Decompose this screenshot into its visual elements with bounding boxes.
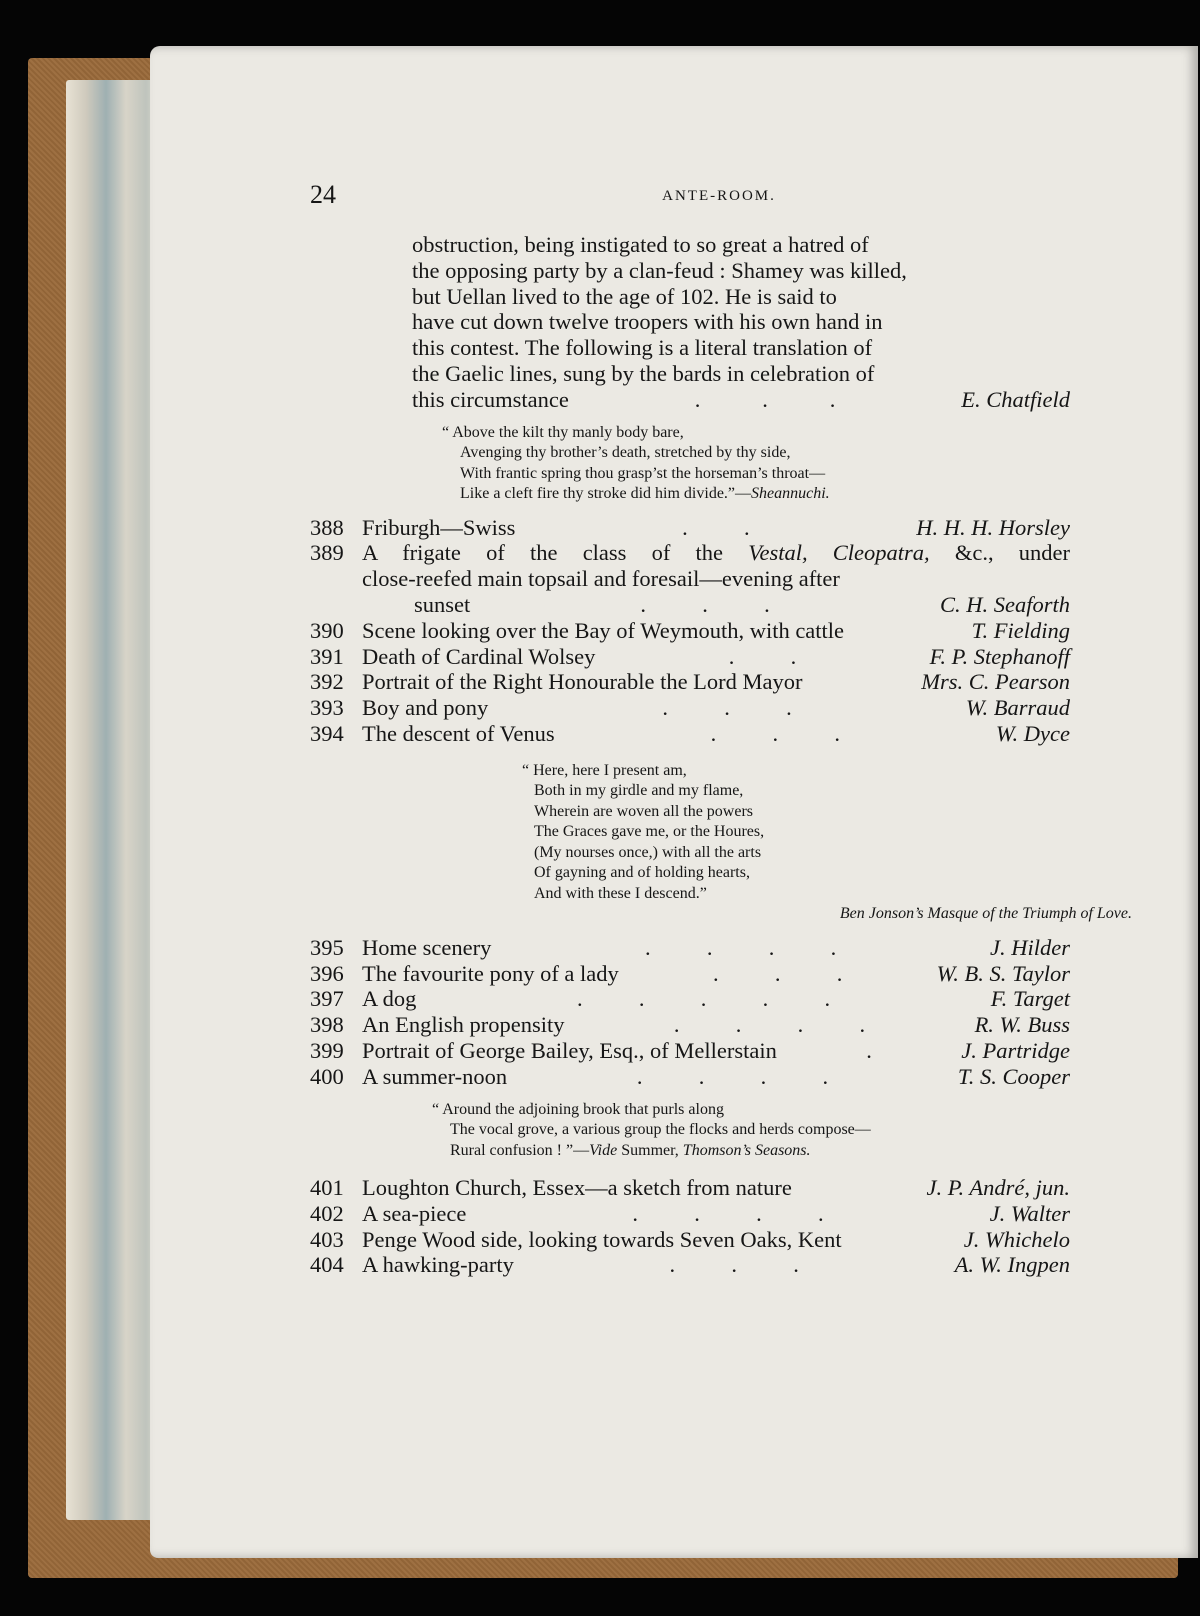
entry-title: Boy and pony	[362, 695, 489, 721]
poem-line: “ Here, here I present am,	[522, 761, 687, 779]
entry-title-continued: sunset	[414, 591, 471, 617]
poem-line: (My nourses once,) with all the arts	[534, 843, 762, 861]
catalogue-entry	[310, 961, 1070, 987]
catalogue-entry	[310, 935, 1070, 961]
leader-dots: . . .	[710, 720, 840, 746]
catalogue-entry	[310, 515, 1070, 541]
catalogue-entry	[310, 1252, 1070, 1278]
intro-last-line	[412, 387, 1070, 413]
artist-name: W. Barraud	[965, 695, 1070, 721]
artist-name: F. P. Stephanoff	[929, 643, 1070, 669]
entry-number: 400	[310, 1063, 344, 1089]
catalogue-entry	[310, 1038, 1070, 1064]
entry-number: 397	[310, 986, 344, 1012]
leader-dots: . . .	[640, 591, 770, 617]
entry-number: 402	[310, 1200, 344, 1226]
catalogue-entry	[310, 1201, 1070, 1227]
entry-number: 401	[310, 1175, 344, 1201]
entry-title: Loughton Church, Essex—a sketch from nature	[362, 1175, 792, 1201]
entry-title: A dog	[362, 986, 417, 1012]
catalogue-entry	[310, 1012, 1070, 1038]
intro-line: the Gaelic lines, sung by the bards in celebration of	[412, 360, 875, 386]
poem-attribution: Sheannuchi.	[751, 485, 830, 503]
leader-dots: . . . .	[645, 934, 837, 960]
poem-line-text: Like a cleft fire thy stroke did him divide.”—	[460, 485, 752, 503]
entry-title: A sea-piece	[362, 1200, 467, 1226]
entry-number: 392	[310, 669, 344, 695]
catalogue-entry	[310, 986, 1070, 1012]
intro-line: but Uellan lived to the age of 102. He is said to	[412, 283, 837, 309]
leader-dots: . . . .	[673, 1012, 866, 1038]
entry-number: 389	[310, 540, 344, 566]
leader-dots: . .	[728, 643, 797, 669]
artist-name: J. Walter	[989, 1200, 1070, 1226]
entry-title: Portrait of George Bailey, Esq., of Mellerstain	[362, 1037, 777, 1063]
poem-line: With frantic spring thou grasp’st the horseman’s throat—	[460, 464, 826, 482]
page-header	[150, 180, 1198, 210]
book-page	[150, 46, 1198, 1558]
artist-name: J. P. André, jun.	[926, 1175, 1070, 1201]
poem-line: The vocal grove, a various group the flocks and herds compose—	[450, 1121, 871, 1139]
artist-name: J. Hilder	[990, 934, 1070, 960]
entry-number: 388	[310, 514, 344, 540]
leader-dots: . . .	[662, 695, 792, 721]
entry-title-italic: Vestal, Cleopatra,	[748, 540, 930, 566]
entry-title: Friburgh—Swiss	[362, 514, 516, 540]
entry-title	[362, 540, 1070, 566]
catalogue-entry	[310, 1227, 1070, 1253]
poem-line	[442, 484, 1070, 505]
poem-line: Of gayning and of holding hearts,	[534, 864, 750, 882]
intro-line: have cut down twelve troopers with his own hand in	[412, 309, 883, 335]
artist-name: R. W. Buss	[974, 1012, 1070, 1038]
catalogue-entry	[310, 695, 1070, 721]
entry-number: 399	[310, 1037, 344, 1063]
catalogue-entry	[310, 618, 1070, 644]
poem-line: “ Around the adjoining brook that purls along	[432, 1100, 724, 1118]
leader-dots: . . .	[669, 1252, 799, 1278]
poem-sheannuchi	[442, 423, 1070, 505]
artist-name: Mrs. C. Pearson	[921, 669, 1070, 695]
entry-number: 396	[310, 960, 344, 986]
poem-line: And with these I descend.”	[534, 884, 707, 902]
entry-number: 404	[310, 1252, 344, 1278]
artist-name: W. B. S. Taylor	[936, 960, 1070, 986]
entry-title: Portrait of the Right Honourable the Lord Mayor	[362, 669, 803, 695]
artist-name: A. W. Ingpen	[954, 1252, 1070, 1278]
entry-title-continued: close-reefed main topsail and foresail—evening after	[362, 566, 840, 592]
catalogue-entry	[310, 1175, 1070, 1201]
entry-title: Penge Wood side, looking towards Seven Oaks, Kent	[362, 1226, 842, 1252]
intro-line: obstruction, being instigated to so great a hatred of	[412, 232, 869, 257]
entry-title: A summer-noon	[362, 1063, 508, 1089]
entry-title: A hawking-party	[362, 1252, 514, 1278]
poem-attribution: Thomson’s Seasons.	[682, 1141, 811, 1159]
intro-line: this circumstance	[412, 386, 569, 412]
entry-title-text: &c., under	[954, 540, 1071, 566]
catalogue-entry	[310, 721, 1070, 747]
poem-line-text: Rural confusion ! ”—	[450, 1141, 590, 1159]
poem-line: “ Above the kilt thy manly body bare,	[442, 423, 684, 441]
entry-number: 394	[310, 720, 344, 746]
entry-title: Death of Cardinal Wolsey	[362, 643, 596, 669]
entry-title: An English propensity	[362, 1012, 565, 1038]
leader-dots: . . . . .	[577, 986, 831, 1012]
leader-dots: .	[866, 1037, 872, 1063]
page-number: 24	[310, 180, 336, 209]
leader-dots: . . . .	[632, 1200, 824, 1226]
leader-dots: . . .	[713, 960, 843, 986]
entry-title: The favourite pony of a lady	[362, 960, 619, 986]
poem-line-text: Summer,	[617, 1141, 683, 1159]
artist-name: J. Whichelo	[963, 1226, 1070, 1252]
poem-line: Wherein are woven all the powers	[534, 802, 754, 820]
entry-number: 398	[310, 1012, 344, 1038]
artist-name: T. S. Cooper	[957, 1063, 1070, 1089]
leader-dots: . . . .	[636, 1063, 829, 1089]
poem-line: Both in my girdle and my flame,	[534, 782, 744, 800]
entry-title: The descent of Venus	[362, 720, 555, 746]
catalogue-entry	[310, 644, 1070, 670]
catalogue-entry	[310, 669, 1070, 695]
entry-title-text: A frigate of the class of the	[362, 540, 724, 566]
poem-line: Avenging thy brother’s death, stretched by thy side,	[460, 444, 791, 462]
poem-line: The Graces gave me, or the Houres,	[534, 823, 765, 841]
poem-attribution: Ben Jonson’s Masque of the Triumph of Love.	[839, 905, 1132, 923]
artist-name: J. Partridge	[961, 1037, 1070, 1063]
page-content	[310, 232, 1132, 1278]
poem-italic: Vide	[589, 1141, 618, 1159]
poem-thomson	[432, 1100, 1070, 1162]
artist-name: F. Target	[990, 986, 1070, 1012]
intro-line: the opposing party by a clan-feud : Shamey was killed,	[412, 257, 907, 283]
leader-dots: . .	[682, 514, 750, 540]
catalogue-entry	[310, 540, 1070, 617]
artist-name: T. Fielding	[971, 617, 1070, 643]
entry-number: 391	[310, 643, 344, 669]
artist-name: H. H. H. Horsley	[916, 514, 1070, 540]
artist-name: E. Chatfield	[961, 386, 1070, 412]
entry-number: 393	[310, 695, 344, 721]
entry-title: Scene looking over the Bay of Weymouth, with cattle	[362, 617, 845, 643]
artist-name: C. H. Seaforth	[939, 591, 1070, 617]
running-head: ANTE-ROOM.	[662, 188, 776, 204]
entry-number: 395	[310, 934, 344, 960]
entry-number: 390	[310, 617, 344, 643]
poem-line	[432, 1141, 1070, 1162]
catalogue-entry	[310, 1064, 1070, 1090]
artist-name: W. Dyce	[995, 720, 1070, 746]
intro-line: this contest. The following is a literal translation of	[412, 335, 873, 361]
poem-jonson	[522, 761, 1132, 925]
leader-dots: . . .	[694, 386, 836, 412]
entry-title: Home scenery	[362, 934, 492, 960]
entry-number: 403	[310, 1226, 344, 1252]
intro-paragraph	[412, 232, 1070, 413]
